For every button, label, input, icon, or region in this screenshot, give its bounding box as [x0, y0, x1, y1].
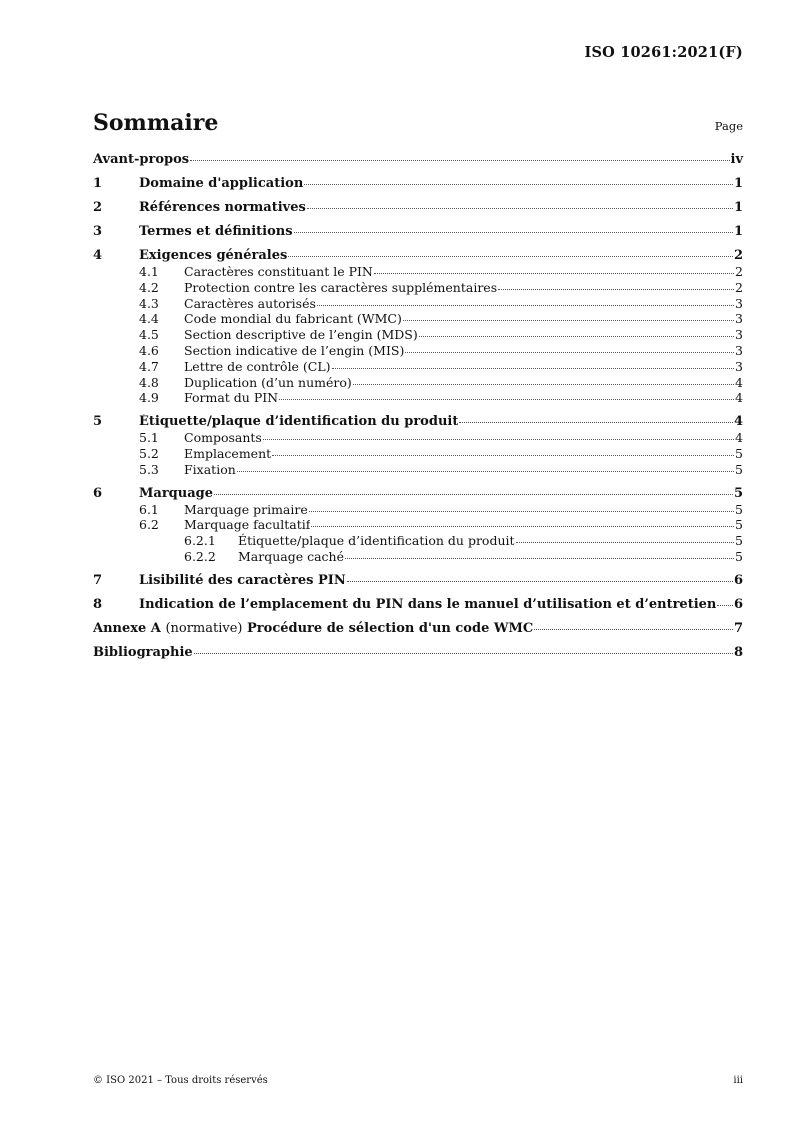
dot-leader: [534, 629, 733, 630]
dot-leader: [332, 368, 734, 369]
annex-title: Procédure de sélection d'un code WMC: [247, 620, 534, 636]
toc-entry-text: Exigences générales: [139, 248, 288, 263]
dot-leader: [309, 511, 734, 512]
dot-leader: [317, 305, 734, 306]
toc-page-number: 5: [735, 445, 743, 461]
toc-entry-foreword[interactable]: [93, 152, 743, 168]
toc-entry-text: Duplication (d’un numéro): [184, 374, 352, 390]
dot-leader: [353, 384, 734, 385]
document-id: ISO 10261:2021(F): [584, 44, 743, 61]
toc-entry-bibliography[interactable]: [93, 645, 743, 661]
dot-leader: [190, 160, 729, 161]
toc-entry-3[interactable]: [93, 224, 743, 240]
toc-entry-4-7[interactable]: [93, 359, 743, 375]
toc-section-number: 5.3: [139, 461, 159, 477]
toc-entry-text: Code mondial du fabricant (WMC): [184, 311, 402, 327]
toc-entry-4[interactable]: [93, 248, 743, 264]
toc-entry-6[interactable]: [93, 486, 743, 502]
toc-section-number: 4.1: [139, 264, 159, 279]
toc-entry-text: Termes et définitions: [139, 224, 293, 239]
toc-page-number: 4: [735, 430, 743, 446]
toc-section-number: 2: [93, 200, 103, 215]
toc-entry-text: Composants: [184, 430, 262, 446]
toc-entry-6-2-2[interactable]: [93, 549, 743, 565]
toc-entry-5-2[interactable]: [93, 446, 743, 462]
toc-section-number: 6: [93, 485, 103, 501]
toc-entry-4-9[interactable]: [93, 390, 743, 406]
toc-entry-7[interactable]: [93, 573, 743, 589]
toc-page-number: 3: [735, 327, 743, 343]
dot-leader: [419, 336, 734, 337]
toc-entry-text: Étiquette/plaque d’identification du produit: [139, 414, 459, 430]
dot-leader: [403, 320, 734, 321]
toc-entry-text: Caractères constituant le PIN: [184, 264, 373, 279]
toc-section-number: 4.8: [139, 374, 159, 390]
toc-entry-4-8[interactable]: [93, 375, 743, 391]
toc-page-number: 4: [735, 390, 743, 406]
toc-entry-text: Caractères autorisés: [184, 295, 316, 311]
toc-page-number: 5: [735, 461, 743, 477]
toc-page-number: 8: [733, 644, 743, 660]
annex-prefix: Annexe A: [93, 620, 161, 636]
toc-page-number: 3: [735, 295, 743, 311]
toc-entry-text: Marquage primaire: [184, 501, 308, 517]
dot-leader: [279, 399, 734, 400]
toc-entry-text: Format du PIN: [184, 390, 279, 406]
toc-entry-text: Lisibilité des caractères PIN: [139, 572, 346, 588]
toc-page-number: 2: [735, 279, 743, 295]
dot-leader: [347, 581, 733, 582]
dot-leader: [459, 422, 733, 423]
toc-entry-1[interactable]: [93, 176, 743, 192]
page-title: Sommaire: [93, 110, 219, 136]
toc-section-number: 7: [93, 572, 103, 588]
toc-page-number: 3: [735, 311, 743, 327]
toc-page-number: 5: [735, 501, 743, 517]
toc-entry-4-1[interactable]: [93, 264, 743, 280]
toc-page-number: 5: [735, 533, 743, 549]
toc-entry-text: Bibliographie: [93, 644, 193, 660]
dot-leader: [214, 494, 733, 495]
toc-page-number: 2: [735, 264, 743, 279]
annex-type: (normative): [165, 620, 243, 636]
toc-section-number: 5: [93, 414, 103, 430]
toc-section-number: 6.2.1: [184, 533, 216, 549]
toc-entry-text: Lettre de contrôle (CL): [184, 358, 331, 374]
toc-entry-text: Étiquette/plaque d’identification du produit: [238, 533, 515, 549]
toc-section-number: 4.9: [139, 390, 159, 406]
toc-page-number: 4: [735, 374, 743, 390]
toc-section-number: 4.5: [139, 327, 159, 343]
dot-leader: [498, 289, 734, 290]
toc-entry-text: Références normatives: [139, 200, 306, 215]
toc-entry-6-1[interactable]: [93, 502, 743, 518]
toc-entry-4-4[interactable]: [93, 311, 743, 327]
toc-section-number: 3: [93, 224, 103, 239]
toc-entry-6-2[interactable]: [93, 517, 743, 533]
copyright-notice: © ISO 2021 – Tous droits réservés: [93, 1075, 268, 1086]
toc-page-number: 7: [733, 620, 743, 636]
toc-entry-text: Domaine d'application: [139, 176, 304, 191]
dot-leader: [237, 471, 734, 472]
dot-leader: [374, 273, 734, 274]
toc-entry-6-2-1[interactable]: [93, 533, 743, 549]
toc-section-number: 6.1: [139, 501, 159, 517]
toc-entry-4-5[interactable]: [93, 327, 743, 343]
toc-entry-text: [93, 621, 533, 637]
table-of-contents: [93, 152, 743, 661]
toc-section-number: 4.3: [139, 295, 159, 311]
toc-entry-5-1[interactable]: [93, 430, 743, 446]
toc-page-number: 1: [733, 176, 743, 191]
dot-leader: [263, 439, 734, 440]
toc-page-number: 5: [735, 517, 743, 533]
toc-page-number: 3: [735, 342, 743, 358]
dot-leader: [288, 256, 733, 257]
toc-section-number: 4.4: [139, 311, 159, 327]
toc-section-number: 4.2: [139, 279, 159, 295]
toc-section-number: 6.2.2: [184, 548, 216, 564]
dot-leader: [345, 558, 734, 559]
toc-entry-text: Fixation: [184, 461, 236, 477]
dot-leader: [311, 526, 734, 527]
footer-page-number: iii: [733, 1075, 743, 1086]
toc-entry-8[interactable]: [93, 597, 743, 613]
toc-section-number: 4.6: [139, 342, 159, 358]
dot-leader: [307, 208, 733, 209]
page-column-label: Page: [714, 119, 743, 133]
toc-page-number: 4: [733, 414, 743, 430]
page-footer: [93, 1075, 743, 1086]
toc-section-number: 8: [93, 596, 103, 612]
toc-section-number: 6.2: [139, 517, 159, 533]
toc-page-number: iv: [730, 152, 743, 167]
toc-page-number: 6: [733, 596, 743, 612]
toc-section-number: 1: [93, 176, 103, 191]
dot-leader: [272, 455, 734, 456]
toc-entry-4-2[interactable]: [93, 280, 743, 296]
toc-entry-2[interactable]: [93, 200, 743, 216]
dot-leader: [717, 605, 733, 606]
toc-page-number: 1: [733, 200, 743, 215]
toc-entry-text: Avant-propos: [93, 152, 190, 167]
dot-leader: [194, 653, 733, 654]
toc-entry-4-3[interactable]: [93, 296, 743, 312]
dot-leader: [304, 184, 733, 185]
title-row: [93, 110, 743, 136]
toc-entry-text: Emplacement: [184, 445, 272, 461]
toc-section-number: 4: [93, 248, 103, 263]
toc-page-number: 2: [733, 248, 743, 263]
toc-page-number: 6: [733, 572, 743, 588]
toc-page-number: 3: [735, 358, 743, 374]
toc-page-number: 5: [735, 548, 743, 564]
toc-entry-text: Section indicative de l’engin (MIS): [184, 342, 405, 358]
toc-section-number: 5.2: [139, 445, 159, 461]
toc-entry-annex-a[interactable]: [93, 621, 743, 637]
toc-entry-text: Protection contre les caractères supplémentaires: [184, 279, 498, 295]
toc-entry-4-6[interactable]: [93, 343, 743, 359]
toc-entry-5[interactable]: [93, 414, 743, 430]
toc-entry-text: Marquage caché: [238, 548, 345, 564]
toc-entry-text: Marquage: [139, 485, 213, 501]
toc-entry-text: Marquage facultatif: [184, 517, 311, 533]
dot-leader: [516, 542, 735, 543]
dot-leader: [405, 352, 734, 353]
toc-entry-5-3[interactable]: [93, 462, 743, 478]
toc-entry-text: Indication de l’emplacement du PIN dans le manuel d’utilisation et d’entretien: [139, 596, 717, 612]
toc-entry-text: Section descriptive de l’engin (MDS): [184, 327, 418, 343]
toc-page-number: 5: [733, 485, 743, 501]
dot-leader: [294, 232, 733, 233]
toc-section-number: 5.1: [139, 430, 159, 446]
toc-page-number: 1: [733, 224, 743, 239]
toc-section-number: 4.7: [139, 358, 159, 374]
